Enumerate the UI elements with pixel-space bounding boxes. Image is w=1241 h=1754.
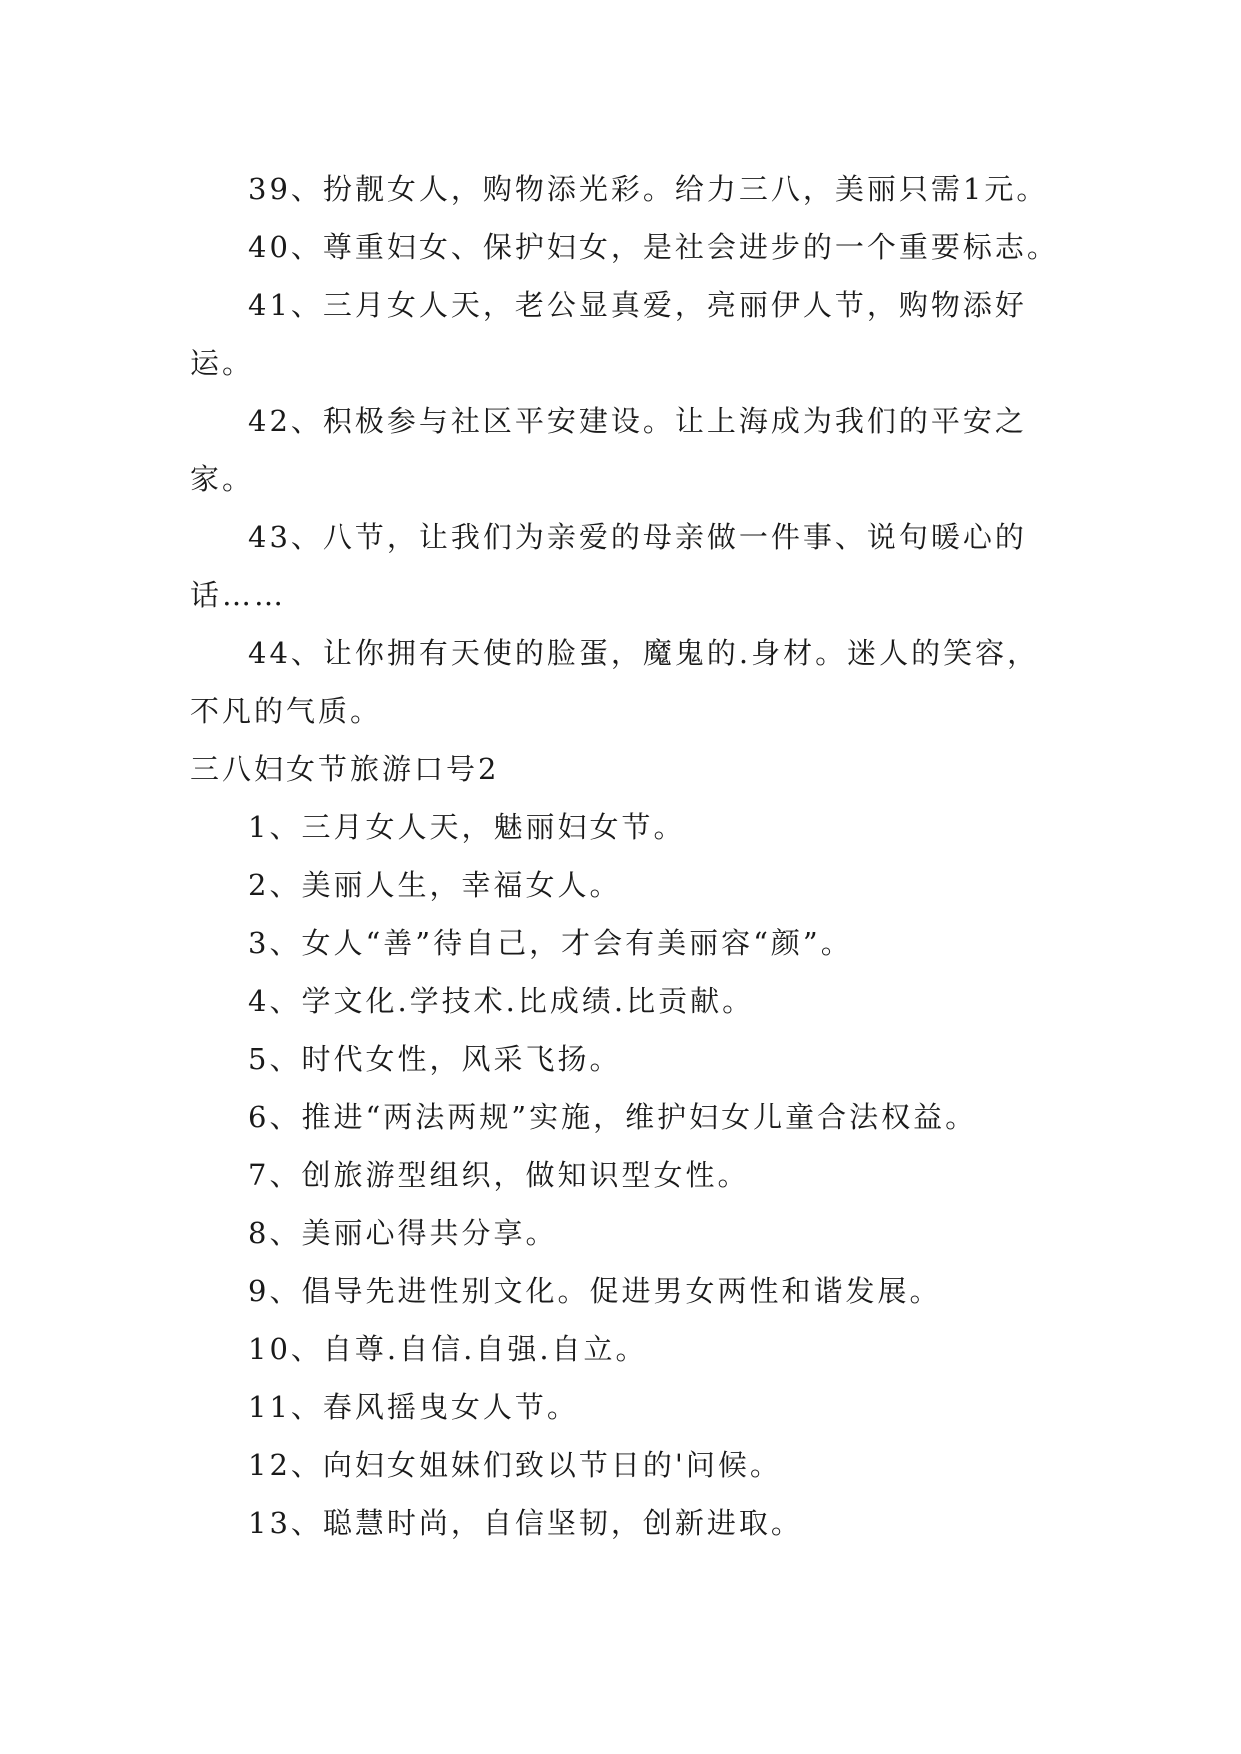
list-item: 6、推进“两法两规”实施，维护妇女儿童合法权益。 xyxy=(248,1100,978,1134)
list-item: 41、三月女人天，老公显真爱，亮丽伊人节，购物添好运。 xyxy=(190,288,1027,380)
list-item: 4、学文化.学技术.比成绩.比贡献。 xyxy=(248,984,755,1018)
list-item: 40、尊重妇女、保护妇女，是社会进步的一个重要标志。 xyxy=(248,230,1059,264)
list-item: 39、扮靓女人，购物添光彩。给力三八，美丽只需1元。 xyxy=(248,172,1049,206)
list-item: 44、让你拥有天使的脸蛋，魔鬼的.身材。迷人的笑容，不凡的气质。 xyxy=(190,636,1040,728)
list-item: 9、倡导先进性别文化。促进男女两性和谐发展。 xyxy=(248,1274,942,1308)
document-body xyxy=(190,160,1070,1552)
list-item: 43、八节，让我们为亲爱的母亲做一件事、说句暖心的话…… xyxy=(190,520,1027,612)
list-item: 12、向妇女姐妹们致以节日的'问候。 xyxy=(248,1448,782,1482)
list-item: 1、三月女人天，魅丽妇女节。 xyxy=(248,810,686,844)
list-item: 13、聪慧时尚，自信坚韧，创新进取。 xyxy=(248,1506,803,1540)
list-item: 11、春风摇曳女人节。 xyxy=(248,1390,579,1424)
list-item: 3、女人“善”待自己，才会有美丽容“颜”。 xyxy=(248,926,853,960)
list-item: 5、时代女性，风采飞扬。 xyxy=(248,1042,622,1076)
section-heading: 三八妇女节旅游口号2 xyxy=(190,752,500,786)
list-item: 7、创旅游型组织，做知识型女性。 xyxy=(248,1158,750,1192)
list-item: 42、积极参与社区平安建设。让上海成为我们的平安之家。 xyxy=(190,404,1027,496)
list-item: 10、自尊.自信.自强.自立。 xyxy=(248,1332,648,1366)
list-item: 8、美丽心得共分享。 xyxy=(248,1216,558,1250)
list-item: 2、美丽人生，幸福女人。 xyxy=(248,868,622,902)
